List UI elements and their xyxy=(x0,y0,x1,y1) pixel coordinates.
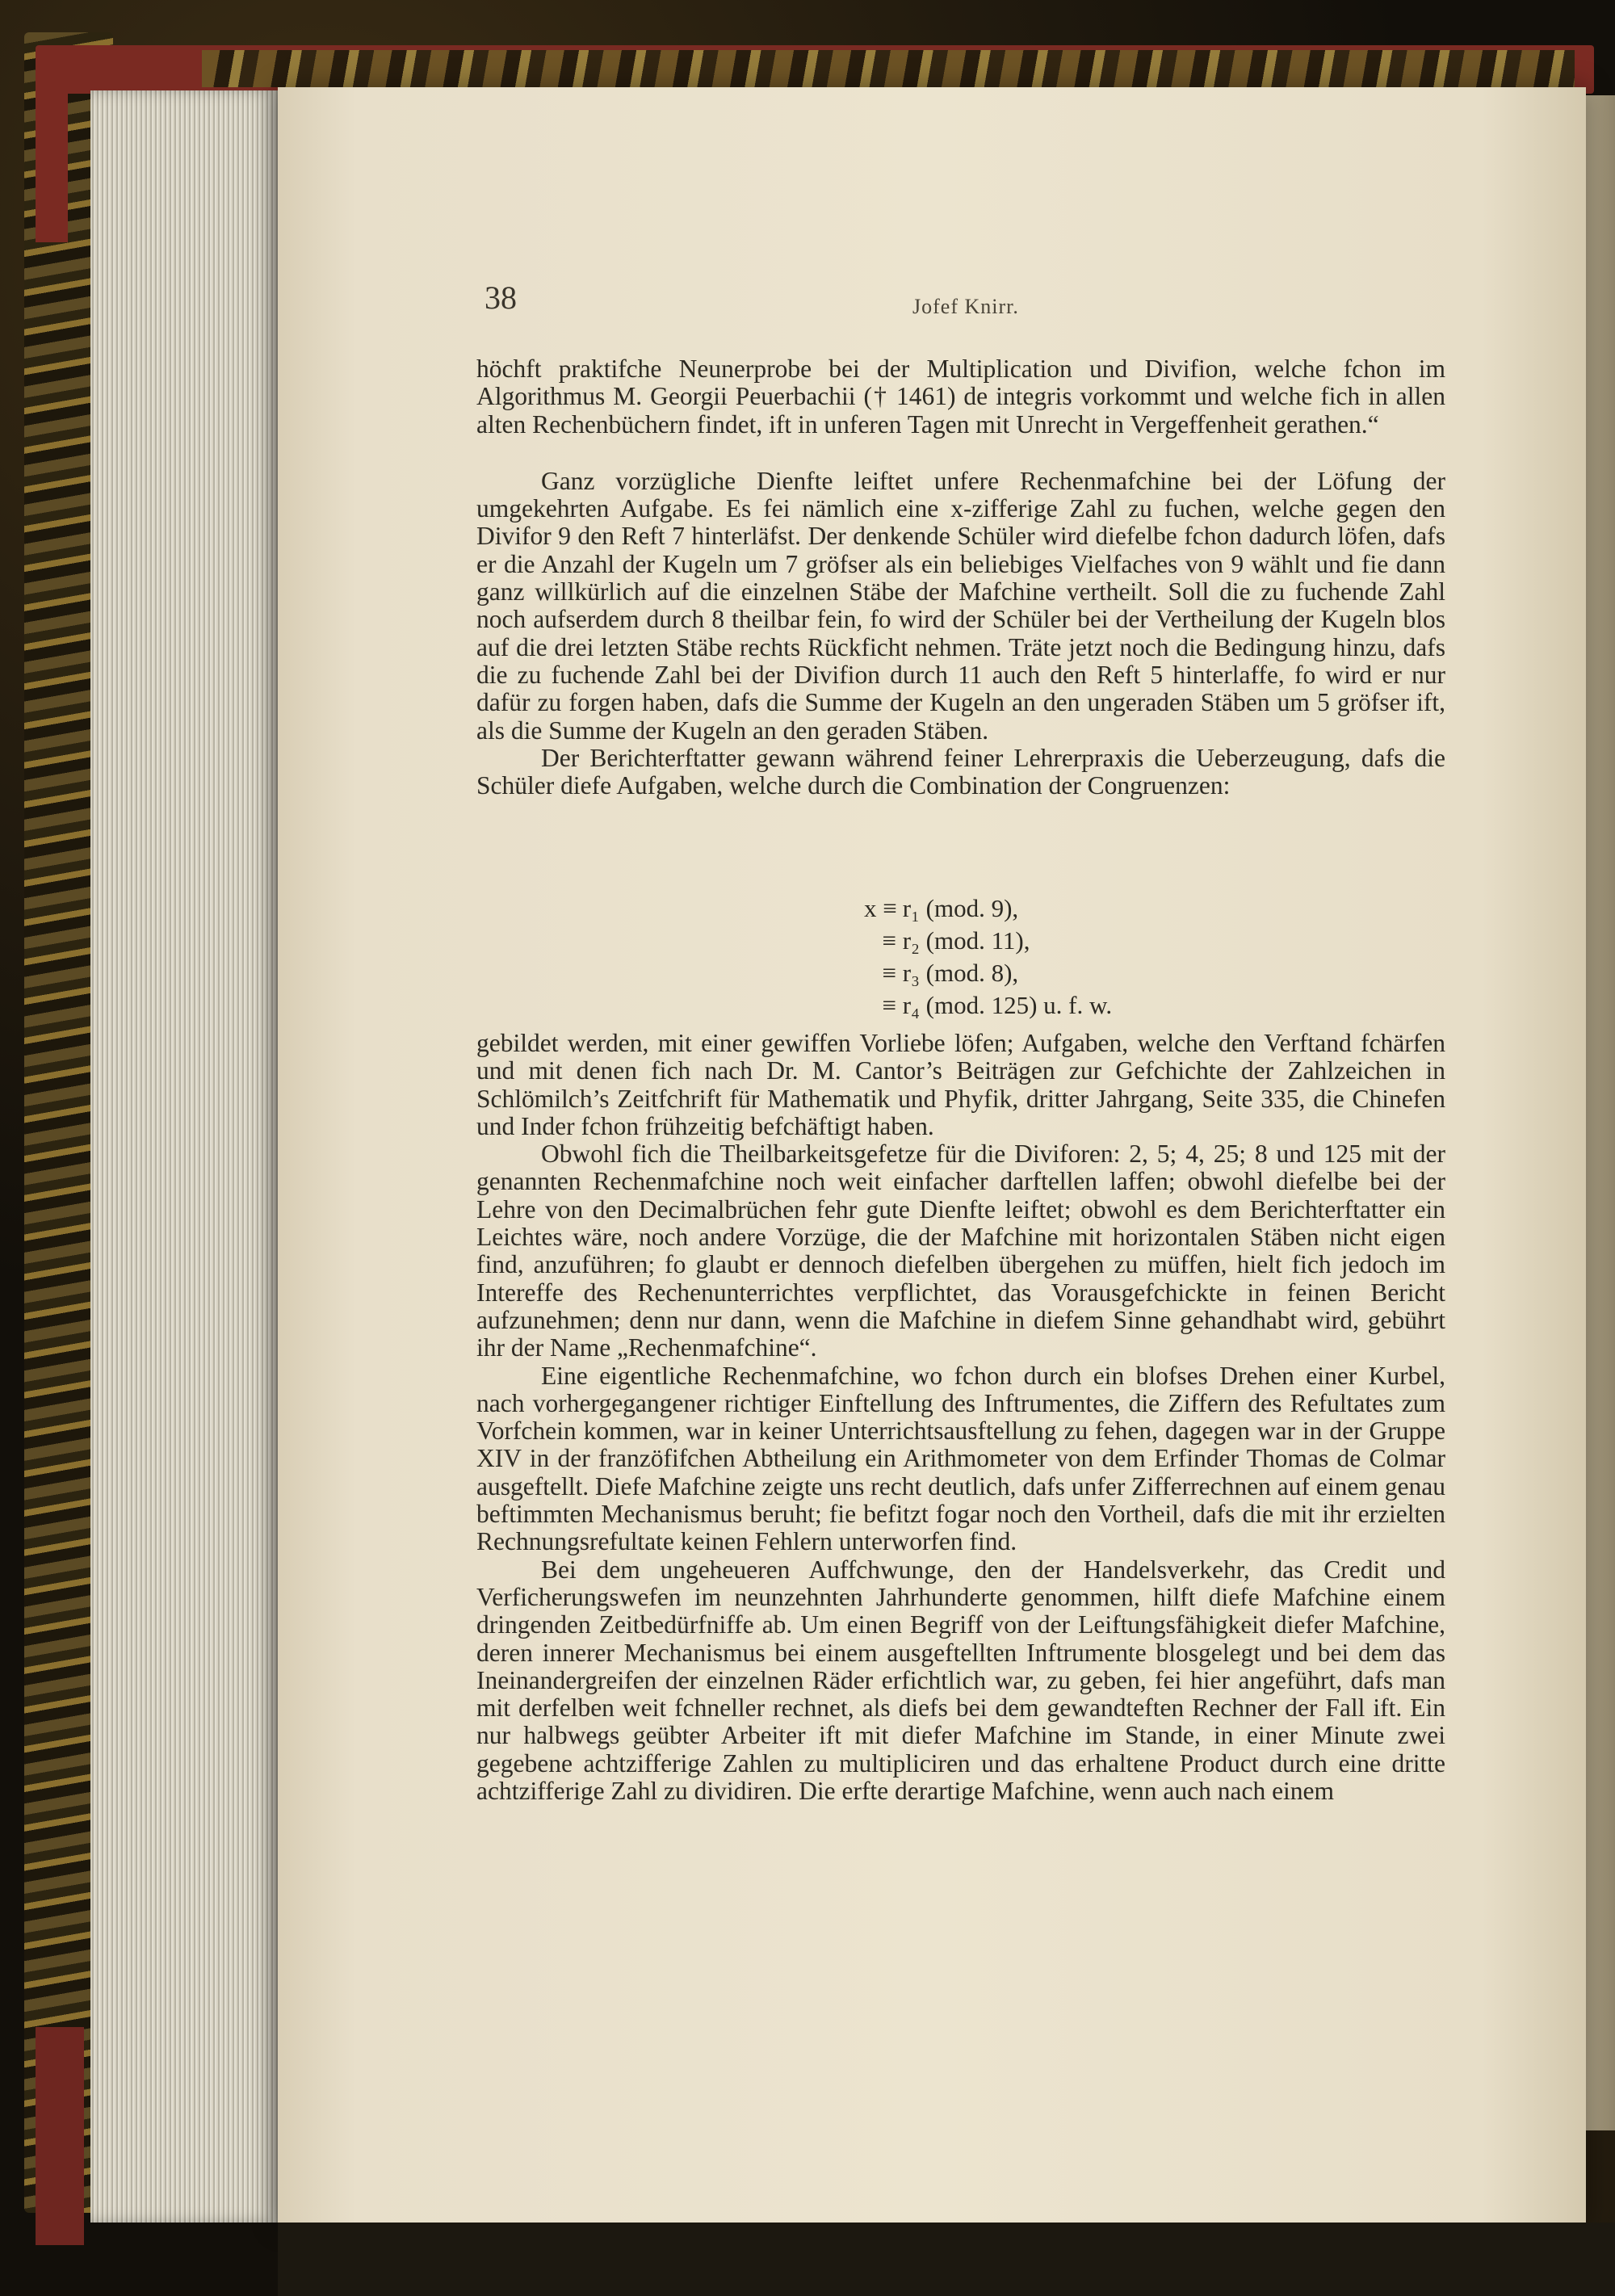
bottom-shadow xyxy=(278,2223,1615,2296)
paragraph-7: Bei dem ungeheueren Auffchwunge, den der Handelsverkehr, das Credit und Verficherungswefen im neunzehnten Jahrhunderte genommen, hilft diefe Mafchine einem dringenden Zeitbedürfniffe ab. Um einen Begriff von der Leiftungsfähigkeit diefer Mafchine, deren innerer Mechanismus bei einem ausgeftellten Inftrumente blosgelegt und bei dem das Ineinandergreifen der einzelnen Räder erfichtlich war, zu geben, fei hier angeführt, dafs man mit derfelben weit fchneller rechnet, als diefs bei dem gewandteften Rechner der Fall ift. Ein nur halbwegs geübter Arbeiter ift mit diefer Mafchine im Stande, in einer Minute zwei gegebene achtzifferige Zahlen zu multipliciren und das erhaltene Product durch eine dritte achtzifferige Zahl zu dividiren. Die erfte derartige Mafchine, wenn auch nach einem xyxy=(476,1555,1445,1806)
text-block-bottom xyxy=(476,1030,1445,1805)
formula-row: ≡ r₄ (mod. 125) u. f. w. xyxy=(882,991,1113,1019)
cover-corner-top xyxy=(36,81,68,242)
page-header xyxy=(484,279,1454,327)
formula-row: x ≡ r₁ (mod. 9), xyxy=(864,894,1019,922)
running-head: Jofef Knirr. xyxy=(912,295,1019,318)
formula-row: ≡ r₂ (mod. 11), xyxy=(882,926,1030,955)
text-block-top xyxy=(476,355,1445,800)
paragraph-6: Eine eigentliche Rechenmafchine, wo fchon durch ein blofses Drehen einer Kurbel, nach vorhergegangener richtiger Einftellung des Inftrumentes, die Ziffern des Refultates zum Vorfchein kommen, war in keiner Unterrichtsausftellung zu fehen, dagegen war in der Gruppe XIV in der franzöfifchen Abtheilung ein Arithmometer von dem Erfinder Thomas de Colmar ausgeftellt. Diefe Mafchine zeigte uns recht deutlich, dafs unfer Zifferrechnen auf einem genau beftimmten Mechanismus beruht; fie befitzt fogar noch den Vortheil, dafs die mit ihr erzielten Rechnungsrefultate keinen Fehlern unterworfen find. xyxy=(476,1361,1445,1556)
page-stack-edges xyxy=(90,90,278,2223)
paragraph-3: Der Berichterftatter gewann während feiner Lehrerpraxis die Ueberzeugung, dafs die Schüler diefe Aufgaben, welche durch die Combination der Congruenzen: xyxy=(476,743,1445,800)
paragraph-5: Obwohl fich die Theilbarkeitsgefetze für die Diviforen: 2, 5; 4, 25; 8 und 125 mit der genannten Rechenmafchine noch weit einfacher darftellen laffen; obwohl diefelbe bei der Lehre von den Decimalbrüchen fehr gute Dienfte leiftet; obwohl es dem Berichterftatter ein Leichtes wäre, noch andere Vorzüge, die der Mafchine mit horizontalen Stäben nicht eigen find, anzuführen; fo glaubt er dennoch diefelben übergehen zu müffen, hielt fich jedoch im Intereffe des Rechenunterrichtes verpflichtet, das Vorausgefchickte in feinen Bericht aufzunehmen; denn nur dann, wenn die Mafchine in diefem Sinne gehandhabt wird, gebührt ihr der Name „Rechenmafchine“. xyxy=(476,1140,1445,1362)
paragraph-4: gebildet werden, mit einer gewiffen Vorliebe löfen; Aufgaben, welche den Verftand fchärfen und mit denen fich nach Dr. M. Cantor’s Beiträgen zur Gefchichte der Zahlzeichen in Schlömilch’s Zeitfchrift für Mathematik und Phyfik, dritter Jahrgang, Seite 335, die Chinefen und Inder fchon frühzeitig befchäftigt haben. xyxy=(476,1029,1445,1140)
paragraph-1: höchft praktifche Neunerprobe bei der Multiplication und Divifion, welche fchon im Algorithmus M. Georgii Peuerbachii († 1461) de integris vorkommt und welche fich in allen alten Rechenbüchern findet, ift in unferen Tagen mit Unrecht in Vergeffenheit gerathen.“ xyxy=(476,355,1445,439)
congruence-formula xyxy=(864,892,1187,1022)
cover-corner-bottom xyxy=(36,2027,84,2245)
page-number: 38 xyxy=(484,279,517,316)
marbled-cover-top xyxy=(202,50,1575,87)
paragraph-2: Ganz vorzügliche Dienfte leiftet unfere Rechenmafchine bei der Löfung der umgekehrten Aufgabe. Es fei nämlich eine x-zifferige Zahl zu fuchen, welche gegen den Divifor 9 den Reft 7 hinterläfst. Der denkende Schüler wird diefelbe fchon dadurch löfen, dafs er die Anzahl der Kugeln um 7 gröfser als ein beliebiges Vielfaches von 9 wählt und fie dann ganz willkürlich auf die einzelnen Stäbe der Mafchine vertheilt. Soll die zu fuchende Zahl noch aufserdem durch 8 theilbar fein, fo wird der Schüler bei der Vertheilung der Kugeln blos auf die drei letzten Stäbe rechts Rückficht nehmen. Träte jetzt noch die Bedingung hinzu, dafs die zu fuchende Zahl bei der Divifion durch 11 auch den Reft 5 hinterlaffe, fo wird er nur dafür zu forgen haben, dafs die Summe der Kugeln an den ungeraden Stäben um 5 gröfser ift, als die Summe der Kugeln an den geraden Stäben. xyxy=(476,466,1445,745)
formula-row: ≡ r₃ (mod. 8), xyxy=(882,959,1019,987)
